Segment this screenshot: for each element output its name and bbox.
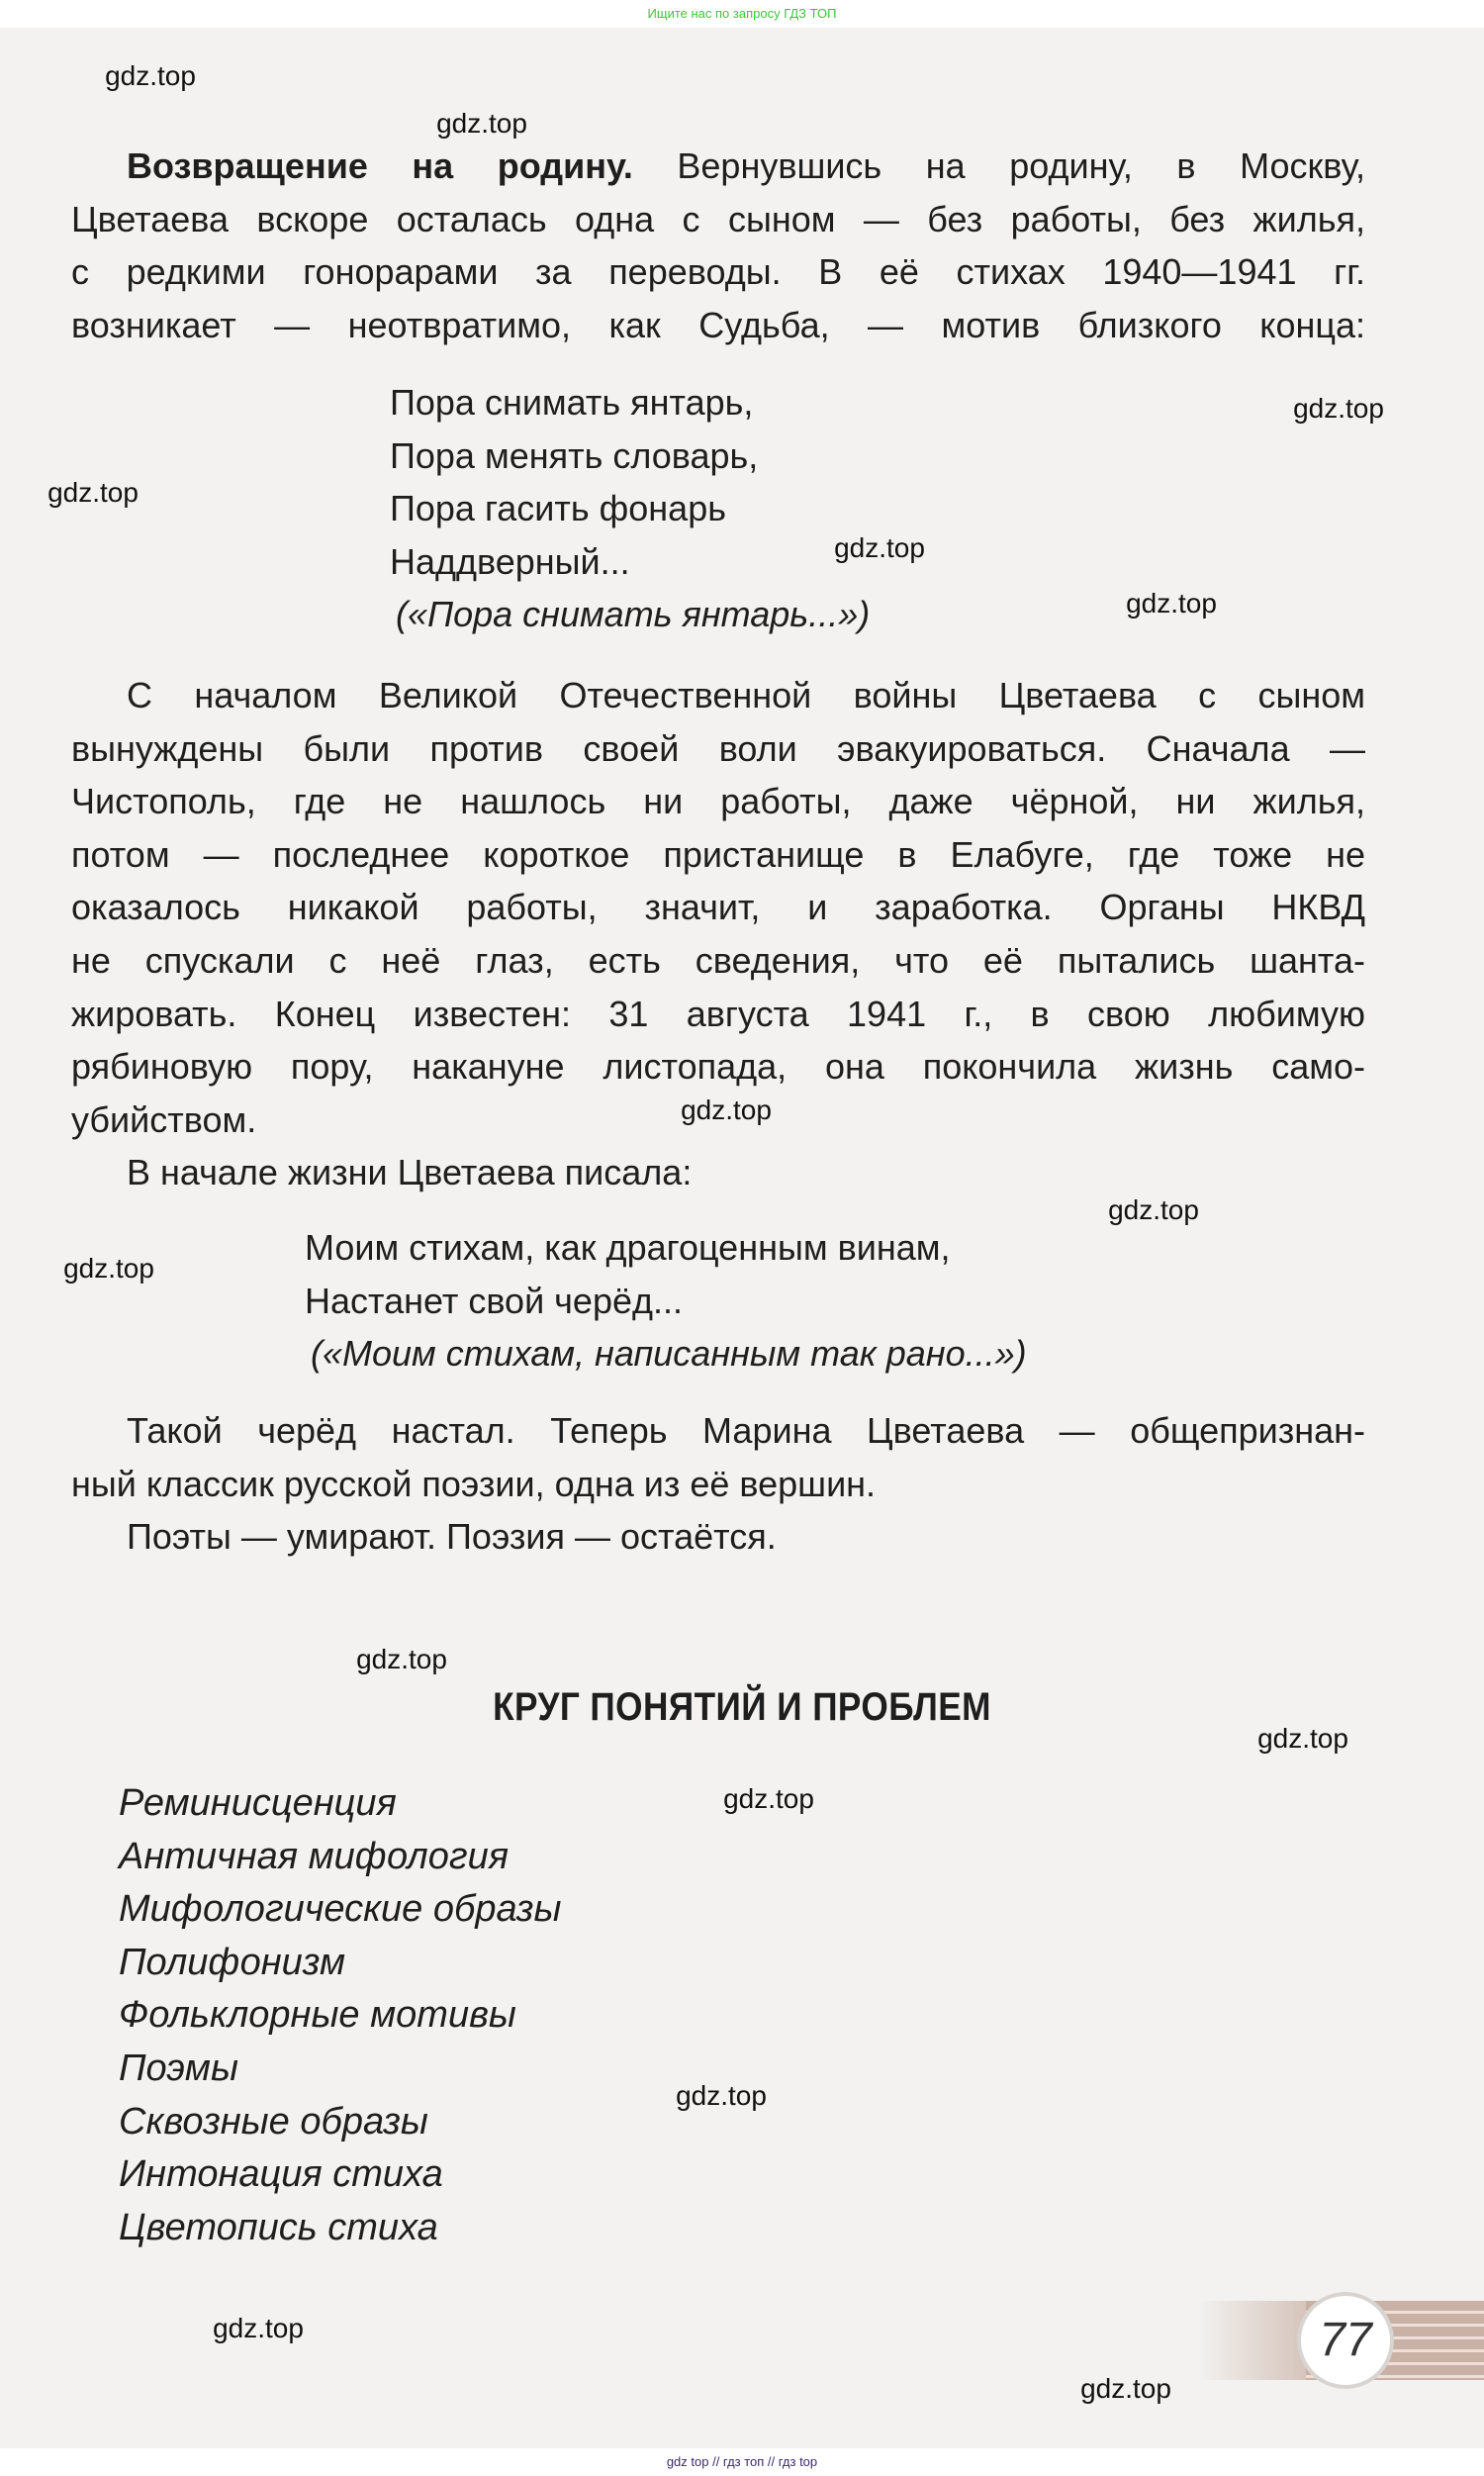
watermark: gdz.top — [1126, 588, 1217, 619]
top-banner[interactable]: Ищите нас по запросу ГДЗ ТОП — [0, 0, 1484, 28]
paragraph-line: с редкими гонорарами за переводы. В её стихах 1940—1941 гг. — [71, 251, 1365, 293]
section-title: Возвращение на родину. — [127, 145, 633, 186]
list-item: Полифонизм — [119, 1941, 346, 1983]
section-legacy — [71, 1404, 1365, 1564]
list-item: Мифологические образы — [119, 1888, 562, 1931]
watermark: gdz.top — [436, 108, 527, 139]
watermark: gdz.top — [676, 2080, 767, 2111]
watermark: gdz.top — [1293, 393, 1384, 424]
paragraph-line: оказалось никакой работы, значит, и заработка. Органы НКВД — [71, 887, 1365, 928]
paragraph-line: рябиновую пору, накануне листопада, она покончила жизнь само- — [71, 1046, 1365, 1088]
page-number: 77 — [1301, 2296, 1390, 2385]
watermark: gdz.top — [723, 1783, 814, 1814]
watermark: gdz.top — [63, 1253, 154, 1284]
poem-line: Наддверный... — [390, 540, 630, 582]
poem-line: Пора снимать янтарь, — [390, 382, 754, 423]
watermark: gdz.top — [356, 1644, 447, 1674]
paragraph-line: Возвращение на родину. Вернувшись на родину, в Москву, — [127, 145, 1365, 186]
paragraph-line: убийством. — [71, 1098, 257, 1140]
paragraph-line: С началом Великой Отечественной войны Цветаева с сыном — [127, 675, 1365, 715]
paragraph-line: жировать. Конец известен: 31 августа 1941 г., в свою любимую — [71, 993, 1365, 1034]
poem-line: Настанет свой черёд... — [305, 1280, 684, 1321]
paragraph-line: Такой черёд настал. Теперь Марина Цветаева — общепризнан- — [127, 1410, 1365, 1451]
poem-quote-2 — [305, 1221, 1027, 1381]
list-item: Сквозные образы — [119, 2100, 428, 2143]
paragraph-line: Поэты — умирают. Поэзия — остаётся. — [127, 1516, 777, 1558]
list-item: Поэмы — [119, 2047, 238, 2089]
paragraph-line: ный классик русской поэзии, одна из её вершин. — [71, 1463, 877, 1504]
paragraph-line: потом — последнее короткое пристанище в Елабуге, где тоже не — [71, 833, 1365, 875]
list-item: Античная мифология — [119, 1835, 510, 1877]
paragraph-line: не спускали с неё глаз, есть сведения, что её пытались шанта- — [71, 939, 1365, 981]
poem-caption: («Моим стихам, написанным так рано...») — [311, 1333, 1027, 1375]
watermark: gdz.top — [213, 2313, 304, 2343]
poem-line: Пора гасить фонарь — [390, 488, 726, 529]
concepts-list — [119, 1777, 561, 2254]
paragraph-line: вынуждены были против своей воли эвакуироваться. Сначала — — [71, 727, 1365, 769]
watermark: gdz.top — [1108, 1194, 1199, 1225]
watermark: gdz.top — [834, 532, 925, 563]
list-item: Реминисценция — [119, 1782, 397, 1824]
section-return-home — [71, 140, 1365, 351]
watermark: gdz.top — [47, 477, 139, 508]
list-item: Интонация стиха — [119, 2153, 443, 2196]
paragraph-line: Чистополь, где не нашлось ни работы, даже чёрной, ни жилья, — [71, 781, 1365, 822]
poem-line: Моим стихам, как драгоценным винам, — [305, 1227, 951, 1268]
paragraph-line: В начале жизни Цветаева писала: — [127, 1152, 693, 1193]
poem-line: Пора менять словарь, — [390, 434, 759, 476]
list-item: Фольклорные мотивы — [119, 1994, 516, 2037]
bottom-banner[interactable]: gdz top // гдз топ // гдз top — [0, 2448, 1484, 2476]
paragraph-line: возникает — неотвратимо, как Судьба, — мотив близкого конца: — [71, 304, 1365, 345]
watermark: gdz.top — [1257, 1723, 1348, 1754]
list-item: Цветопись стиха — [119, 2206, 438, 2248]
paragraph-line: Цветаева вскоре осталась одна с сыном — без работы, без жилья, — [71, 198, 1365, 239]
concepts-heading: КРУГ ПОНЯТИЙ И ПРОБЛЕМ — [493, 1685, 991, 1729]
poem-caption: («Пора снимать янтарь...») — [396, 594, 871, 635]
poem-quote-1 — [390, 376, 870, 641]
watermark: gdz.top — [105, 60, 196, 91]
watermark: gdz.top — [681, 1095, 772, 1125]
watermark: gdz.top — [1080, 2373, 1171, 2404]
